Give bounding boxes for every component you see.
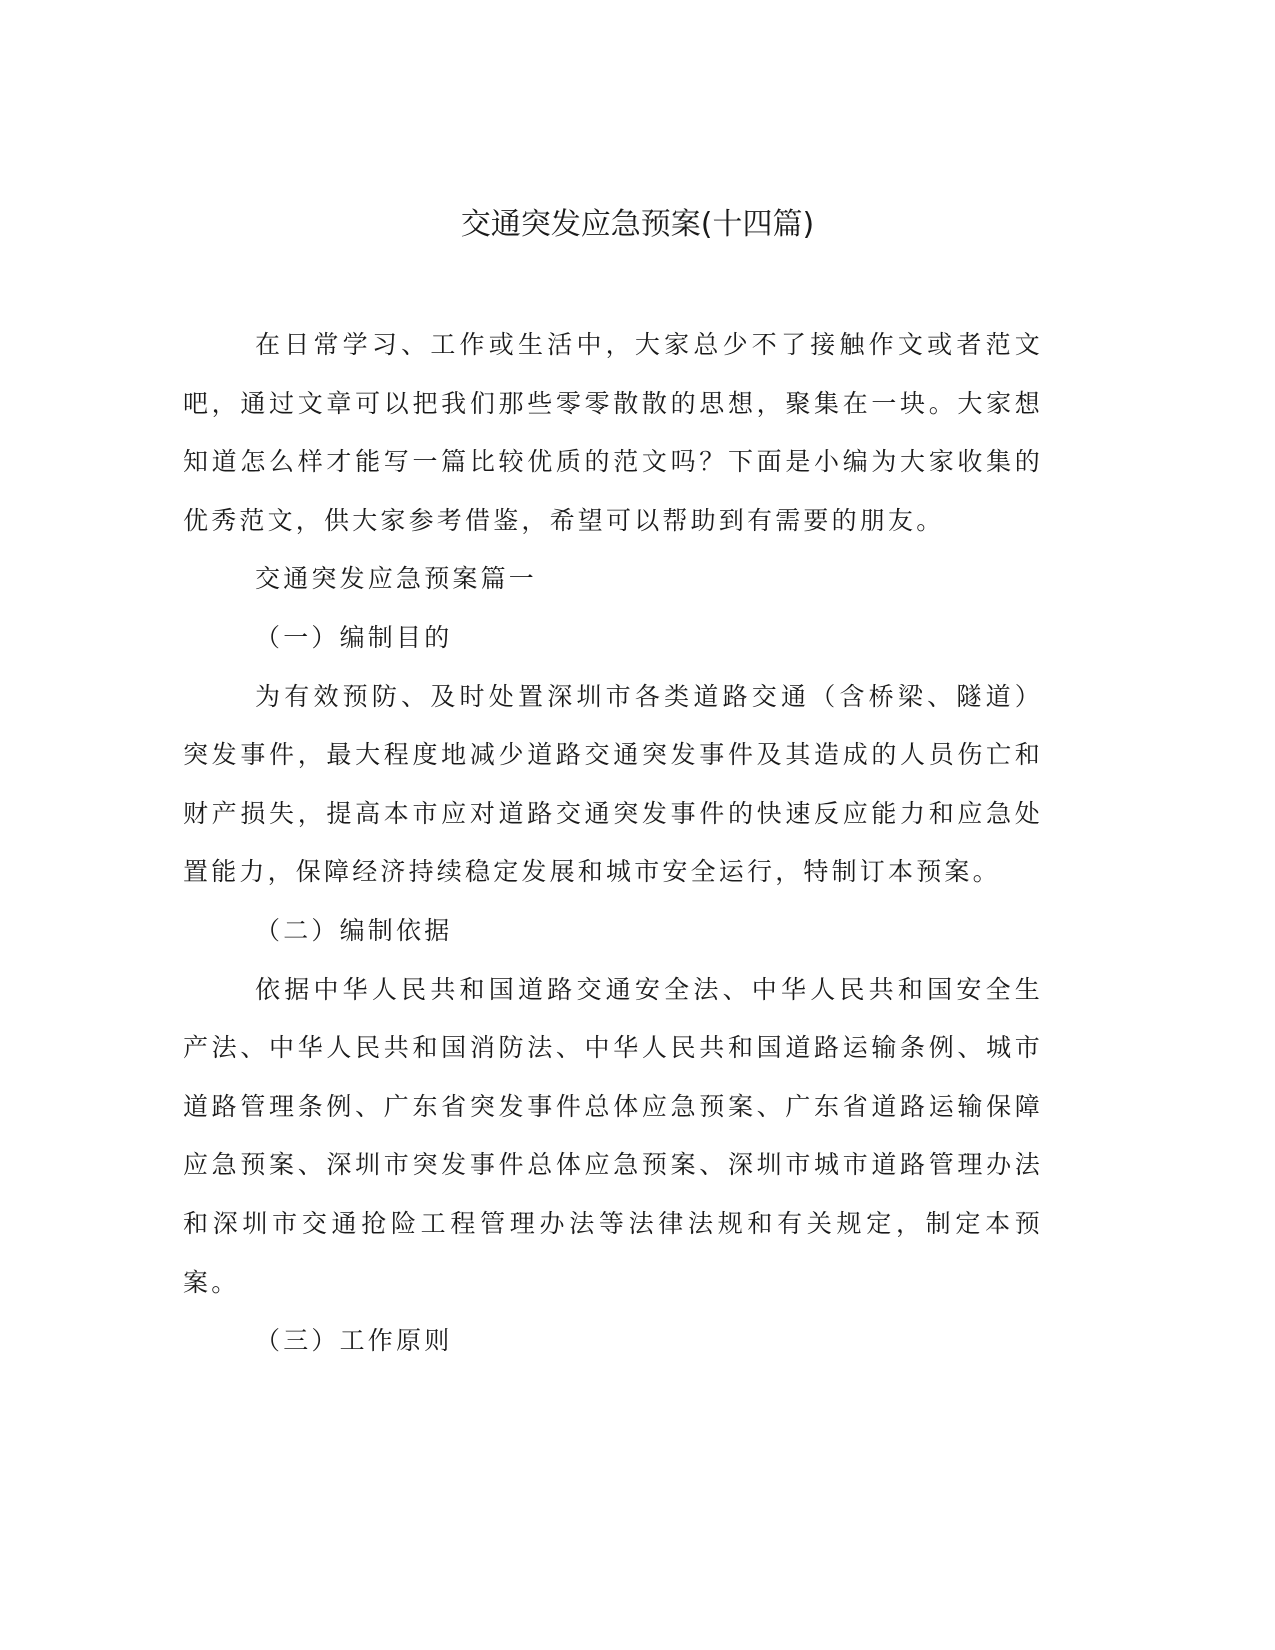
heading-basis: （二）编制依据	[255, 915, 453, 945]
document-title: 交通突发应急预案(十四篇)	[460, 207, 815, 242]
heading-principles: （三）工作原则	[255, 1326, 453, 1356]
paragraph-purpose: 为有效预防、及时处置深圳市各类道路交通（含桥梁、隧道）突发事件，最大程度地减少道路交通突发事件及其造成的人员伤亡和财产损失，提高本市应对道路交通突发事件的快速反应能力和应急处置能力，保障经济持续稳定发展和城市安全运行，特制订本预案。	[183, 681, 1043, 887]
heading-purpose: （一）编制目的	[255, 622, 453, 652]
intro-paragraph: 在日常学习、工作或生活中，大家总少不了接触作文或者范文吧，通过文章可以把我们那些零零散散的思想，聚集在一块。大家想知道怎么样才能写一篇比较优质的范文吗？下面是小编为大家收集的优秀范文，供大家参考借鉴，希望可以帮助到有需要的朋友。	[183, 330, 1043, 535]
document-body	[183, 316, 1043, 1371]
paragraph-basis: 依据中华人民共和国道路交通安全法、中华人民共和国安全生产法、中华人民共和国消防法、中华人民共和国道路运输条例、城市道路管理条例、广东省突发事件总体应急预案、广东省道路运输保障应急预案、深圳市突发事件总体应急预案、深圳市城市道路管理办法和深圳市交通抢险工程管理办法等法律法规和有关规定，制定本预案。	[183, 974, 1043, 1297]
section-title: 交通突发应急预案篇一	[255, 564, 538, 594]
